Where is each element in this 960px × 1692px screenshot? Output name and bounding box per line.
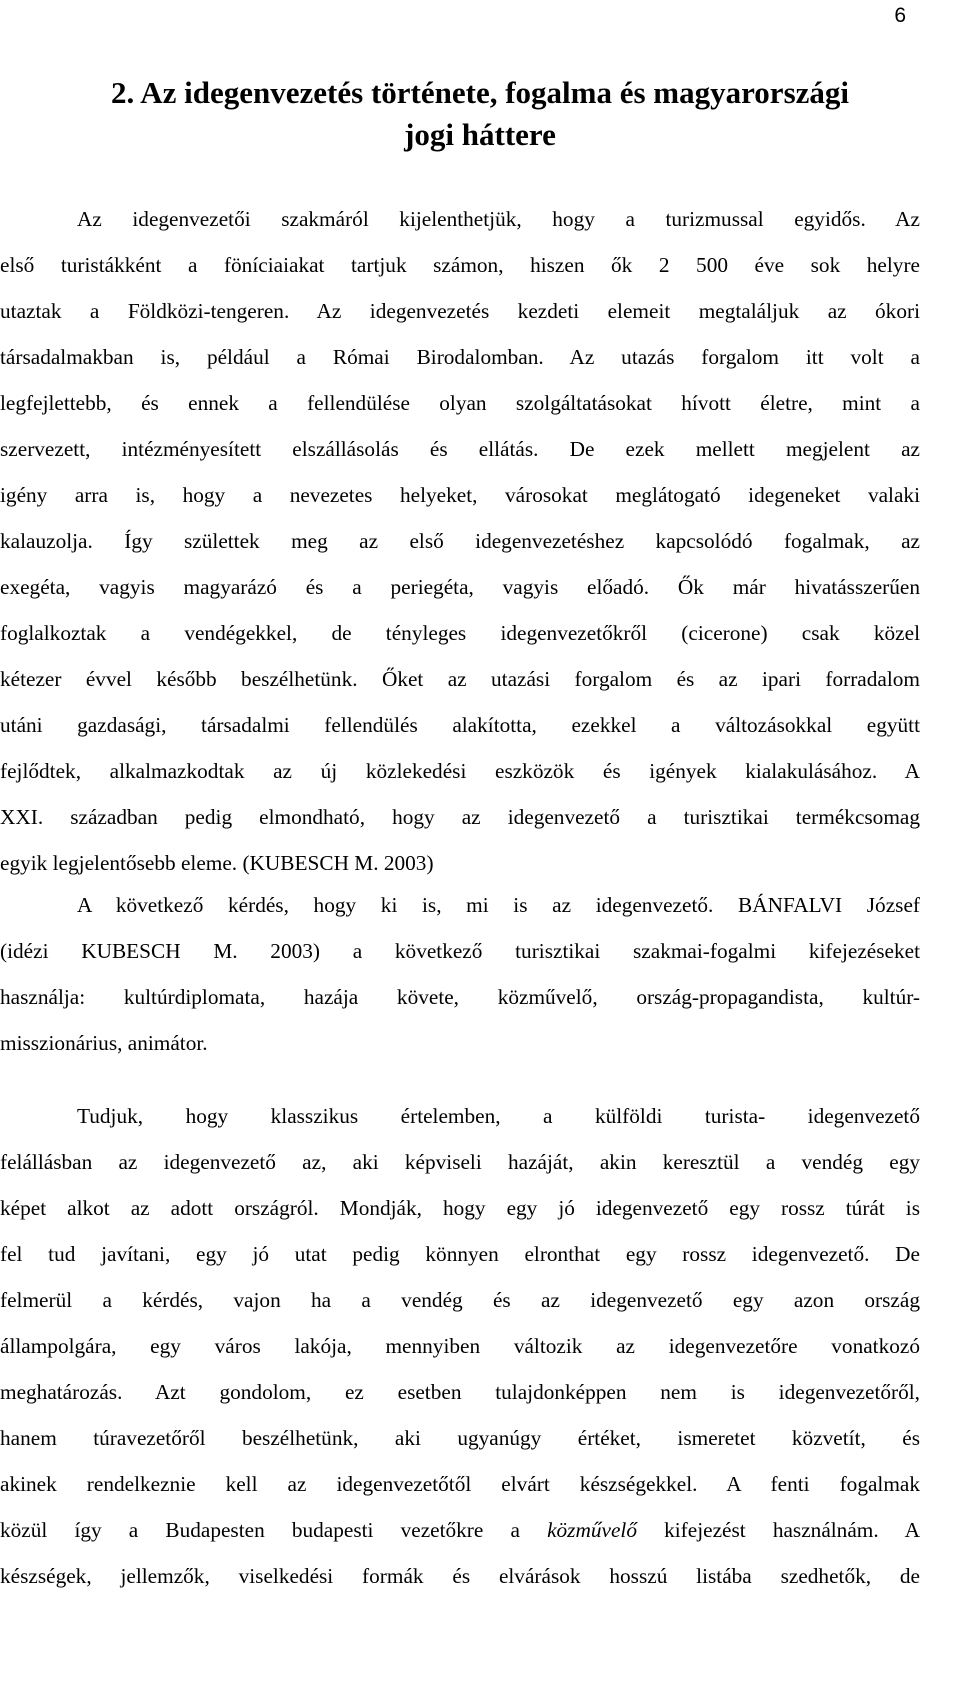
chapter-title-line-2: jogi háttere (404, 117, 556, 152)
text-run: kifejezést használnám. A (664, 1518, 921, 1542)
chapter-title (0, 72, 960, 156)
paragraph-line: akinek rendelkeznie kell az idegenvezetőtől elvárt készségekkel. A fenti fogalmak (0, 1472, 920, 1496)
paragraph-line: egyik legjelentősebb eleme. (KUBESCH M. 2003) (0, 851, 434, 875)
page-number: 6 (894, 4, 906, 27)
paragraph-line: fejlődtek, alkalmazkodtak az új közlekedési eszközök és igények kialakulásához. A (0, 759, 920, 783)
paragraph-line: kétezer évvel később beszélhetünk. Őket az utazási forgalom és az ipari forradalom (0, 667, 920, 691)
paragraph-3 (0, 1093, 960, 1599)
paragraph-line: Az idegenvezetői szakmáról kijelenthetjük, hogy a turizmussal egyidős. Az (77, 207, 920, 231)
paragraph-line: állampolgára, egy város lakója, mennyiben változik az idegenvezetőre vonatkozó (0, 1334, 920, 1358)
paragraph-1 (0, 196, 960, 886)
emphasis-run: közművelő (547, 1518, 637, 1542)
paragraph-line: meghatározás. Azt gondolom, ez esetben tulajdonképpen nem is idegenvezetőről, (0, 1380, 920, 1404)
paragraph-line: használja: kultúrdiplomata, hazája követe, közművelő, ország-propagandista, kultúr- (0, 985, 920, 1009)
paragraph-line: felállásban az idegenvezető az, aki képviseli hazáját, akin keresztül a vendég egy (0, 1150, 920, 1174)
paragraph-2 (0, 882, 960, 1066)
paragraph-line: kalauzolja. Így születtek meg az első idegenvezetéshez kapcsolódó fogalmak, az (0, 529, 920, 553)
paragraph-line: készségek, jellemzők, viselkedési formák és elvárások hosszú listába szedhetők, de (0, 1564, 920, 1588)
paragraph-line: társadalmakban is, például a Római Birodalomban. Az utazás forgalom itt volt a (0, 345, 920, 369)
paragraph-line: foglalkoztak a vendégekkel, de tényleges idegenvezetőkről (cicerone) csak közel (0, 621, 920, 645)
paragraph-line: legfejlettebb, és ennek a fellendülése olyan szolgáltatásokat hívott életre, mint a (0, 391, 920, 415)
paragraph-line: utáni gazdasági, társadalmi fellendülés alakította, ezekkel a változásokkal együtt (0, 713, 920, 737)
paragraph-line: Tudjuk, hogy klasszikus értelemben, a külföldi turista- idegenvezető (77, 1104, 920, 1128)
paragraph-line: képet alkot az adott országról. Mondják, hogy egy jó idegenvezető egy rossz túrát is (0, 1196, 920, 1220)
paragraph-line-mixed (0, 1507, 960, 1553)
text-run: közül így a Budapesten budapesti vezetőkre a (0, 1518, 520, 1542)
paragraph-line: XXI. században pedig elmondható, hogy az idegenvezető a turisztikai termékcsomag (0, 805, 920, 829)
paragraph-line: hanem túravezetőről beszélhetünk, aki ugyanúgy értéket, ismeretet közvetít, és (0, 1426, 920, 1450)
paragraph-line: A következő kérdés, hogy ki is, mi is az idegenvezető. BÁNFALVI József (77, 893, 920, 917)
paragraph-line: első turistákként a föníciaiakat tartjuk számon, hiszen ők 2 500 éve sok helyre (0, 253, 920, 277)
chapter-title-line-1: 2. Az idegenvezetés története, fogalma és magyarországi (110, 75, 850, 110)
paragraph-line: igény arra is, hogy a nevezetes helyeket, városokat meglátogató idegeneket valaki (0, 483, 920, 507)
paragraph-line: exegéta, vagyis magyarázó és a periegéta, vagyis előadó. Ők már hivatásszerűen (0, 575, 920, 599)
paragraph-line: utaztak a Földközi-tengeren. Az idegenvezetés kezdeti elemeit megtaláljuk az ókori (0, 299, 920, 323)
paragraph-line: (idézi KUBESCH M. 2003) a következő turisztikai szakmai-fogalmi kifejezéseket (0, 939, 920, 963)
paragraph-line: felmerül a kérdés, vajon ha a vendég és az idegenvezető egy azon ország (0, 1288, 920, 1312)
paragraph-line: fel tud javítani, egy jó utat pedig könnyen elronthat egy rossz idegenvezető. De (0, 1242, 920, 1266)
paragraph-line: szervezett, intézményesített elszállásolás és ellátás. De ezek mellett megjelent az (0, 437, 920, 461)
paragraph-line: misszionárius, animátor. (0, 1031, 208, 1055)
